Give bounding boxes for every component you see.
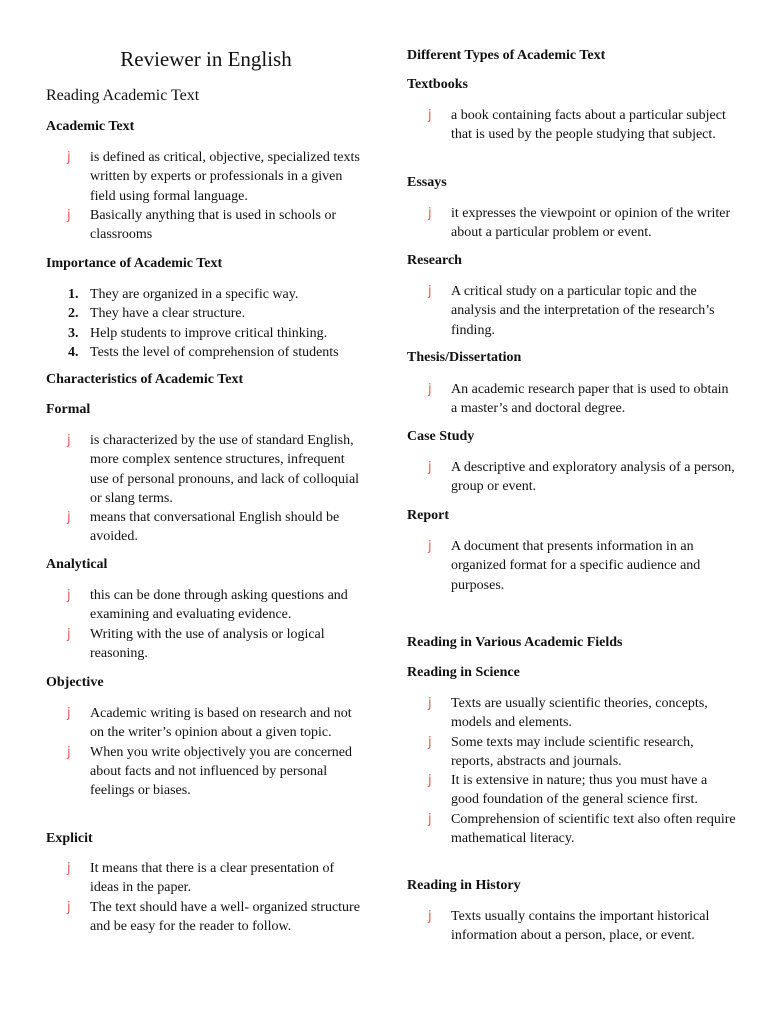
list-item: j Some texts may include scientific research, reports, abstracts and journals. [428, 734, 694, 769]
list-item: 1. They are organized in a specific way. [68, 287, 299, 302]
section-title-reading-academic-text: Reading Academic Text [46, 87, 200, 104]
heading-importance: Importance of Academic Text [46, 256, 223, 271]
list-item: j a book containing facts about a particular subject that is used by the people studying that subject. [428, 108, 726, 143]
bullet-icon: j [428, 811, 432, 827]
list-item: j When you write objectively you are concerned about facts and not influenced by personal feelings or biases. [67, 744, 353, 799]
heading-formal: Formal [46, 402, 91, 417]
list-item: j Texts usually contains the important historical information about a person, place, or event. [428, 909, 710, 944]
research-list [407, 282, 737, 340]
heading-essays: Essays [407, 175, 447, 190]
list-item: j Academic writing is based on research and not on the writer’s opinion about a given topic. [67, 706, 352, 741]
heading-report: Report [407, 508, 449, 523]
textbooks-list [407, 106, 737, 145]
heading-research: Research [407, 253, 462, 268]
heading-types: Different Types of Academic Text [407, 48, 606, 63]
bullet-icon: j [428, 382, 432, 397]
formal-list [46, 431, 366, 547]
bullet-icon: j [67, 899, 71, 915]
list-item: j it expresses the viewpoint or opinion of the writer about a particular problem or event. [428, 206, 731, 241]
bullet-icon: j [67, 433, 71, 448]
list-item: j this can be done through asking questions and examining and evaluating evidence. [67, 588, 348, 623]
history-list [407, 907, 737, 946]
bullet-icon: j [428, 460, 432, 475]
list-item: 4. Tests the level of comprehension of students [68, 344, 339, 360]
heading-case-study: Case Study [407, 429, 475, 444]
thesis-list [407, 380, 737, 419]
heading-academic-fields: Reading in Various Academic Fields [407, 635, 623, 650]
list-item: j is defined as critical, objective, specialized texts written by experts or professionals in a given field using formal language. [67, 150, 360, 204]
objective-list [46, 704, 366, 800]
list-item: j A critical study on a particular topic and the analysis and the interpretation of the research’s finding. [428, 284, 715, 338]
bullet-icon: j [67, 706, 71, 721]
list-item: 3. Help students to improve critical thinking. [68, 325, 328, 341]
heading-thesis: Thesis/Dissertation [407, 350, 522, 365]
list-item: j Writing with the use of analysis or logical reasoning. [67, 626, 325, 661]
bullet-icon: j [428, 539, 432, 554]
bullet-icon: j [428, 284, 432, 299]
list-item: j Basically anything that is used in schools or classrooms [67, 207, 337, 243]
bullet-icon: j [67, 744, 71, 760]
bullet-icon: j [67, 207, 71, 223]
heading-analytical: Analytical [46, 557, 108, 572]
bullet-icon: j [428, 206, 432, 221]
bullet-icon: j [67, 588, 71, 603]
list-item: j It is extensive in nature; thus you must have a good foundation of the general science first. [428, 773, 708, 808]
list-item: j Comprehension of scientific text also often require mathematical literacy. [428, 811, 736, 847]
list-item: j A descriptive and exploratory analysis of a person, group or event. [428, 460, 735, 495]
bullet-icon: j [67, 150, 71, 165]
importance-list [46, 285, 366, 362]
bullet-icon: j [428, 108, 432, 123]
list-item: 2. They have a clear structure. [68, 306, 246, 322]
explicit-list [46, 859, 366, 936]
heading-textbooks: Textbooks [407, 77, 468, 92]
list-item: j Texts are usually scientific theories, concepts, models and elements. [428, 696, 708, 731]
case-study-list [407, 458, 737, 497]
bullet-icon: j [428, 773, 432, 789]
academic-text-list [46, 148, 366, 244]
essays-list [407, 204, 737, 243]
analytical-list [46, 586, 366, 663]
heading-science: Reading in Science [407, 665, 520, 680]
bullet-icon: j [67, 626, 71, 642]
bullet-icon: j [428, 734, 432, 750]
document-title: Reviewer in English [120, 47, 292, 71]
list-item: j The text should have a well- organized structure and be easy for the reader to follow. [67, 899, 360, 934]
bullet-icon: j [67, 510, 71, 526]
heading-characteristics: Characteristics of Academic Text [46, 372, 244, 387]
bullet-icon: j [428, 909, 432, 924]
heading-history: Reading in History [407, 878, 521, 893]
list-item: j means that conversational English should be avoided. [67, 510, 340, 545]
science-list [407, 694, 737, 848]
heading-explicit: Explicit [46, 831, 93, 846]
heading-objective: Objective [46, 675, 104, 690]
report-list [407, 537, 737, 595]
list-item: j A document that presents information in an organized format for a specific audience and purposes. [428, 539, 701, 593]
list-item: j is characterized by the use of standard English, more complex sentence structures, infrequent use of personal pronouns, and lack of colloquial or slang terms. [67, 433, 360, 506]
list-item: j An academic research paper that is used to obtain a master’s and doctoral degree. [428, 382, 729, 417]
bullet-icon: j [67, 861, 71, 876]
bullet-icon: j [428, 696, 432, 711]
heading-academic-text: Academic Text [46, 119, 135, 134]
list-item: j It means that there is a clear presentation of ideas in the paper. [67, 861, 335, 896]
